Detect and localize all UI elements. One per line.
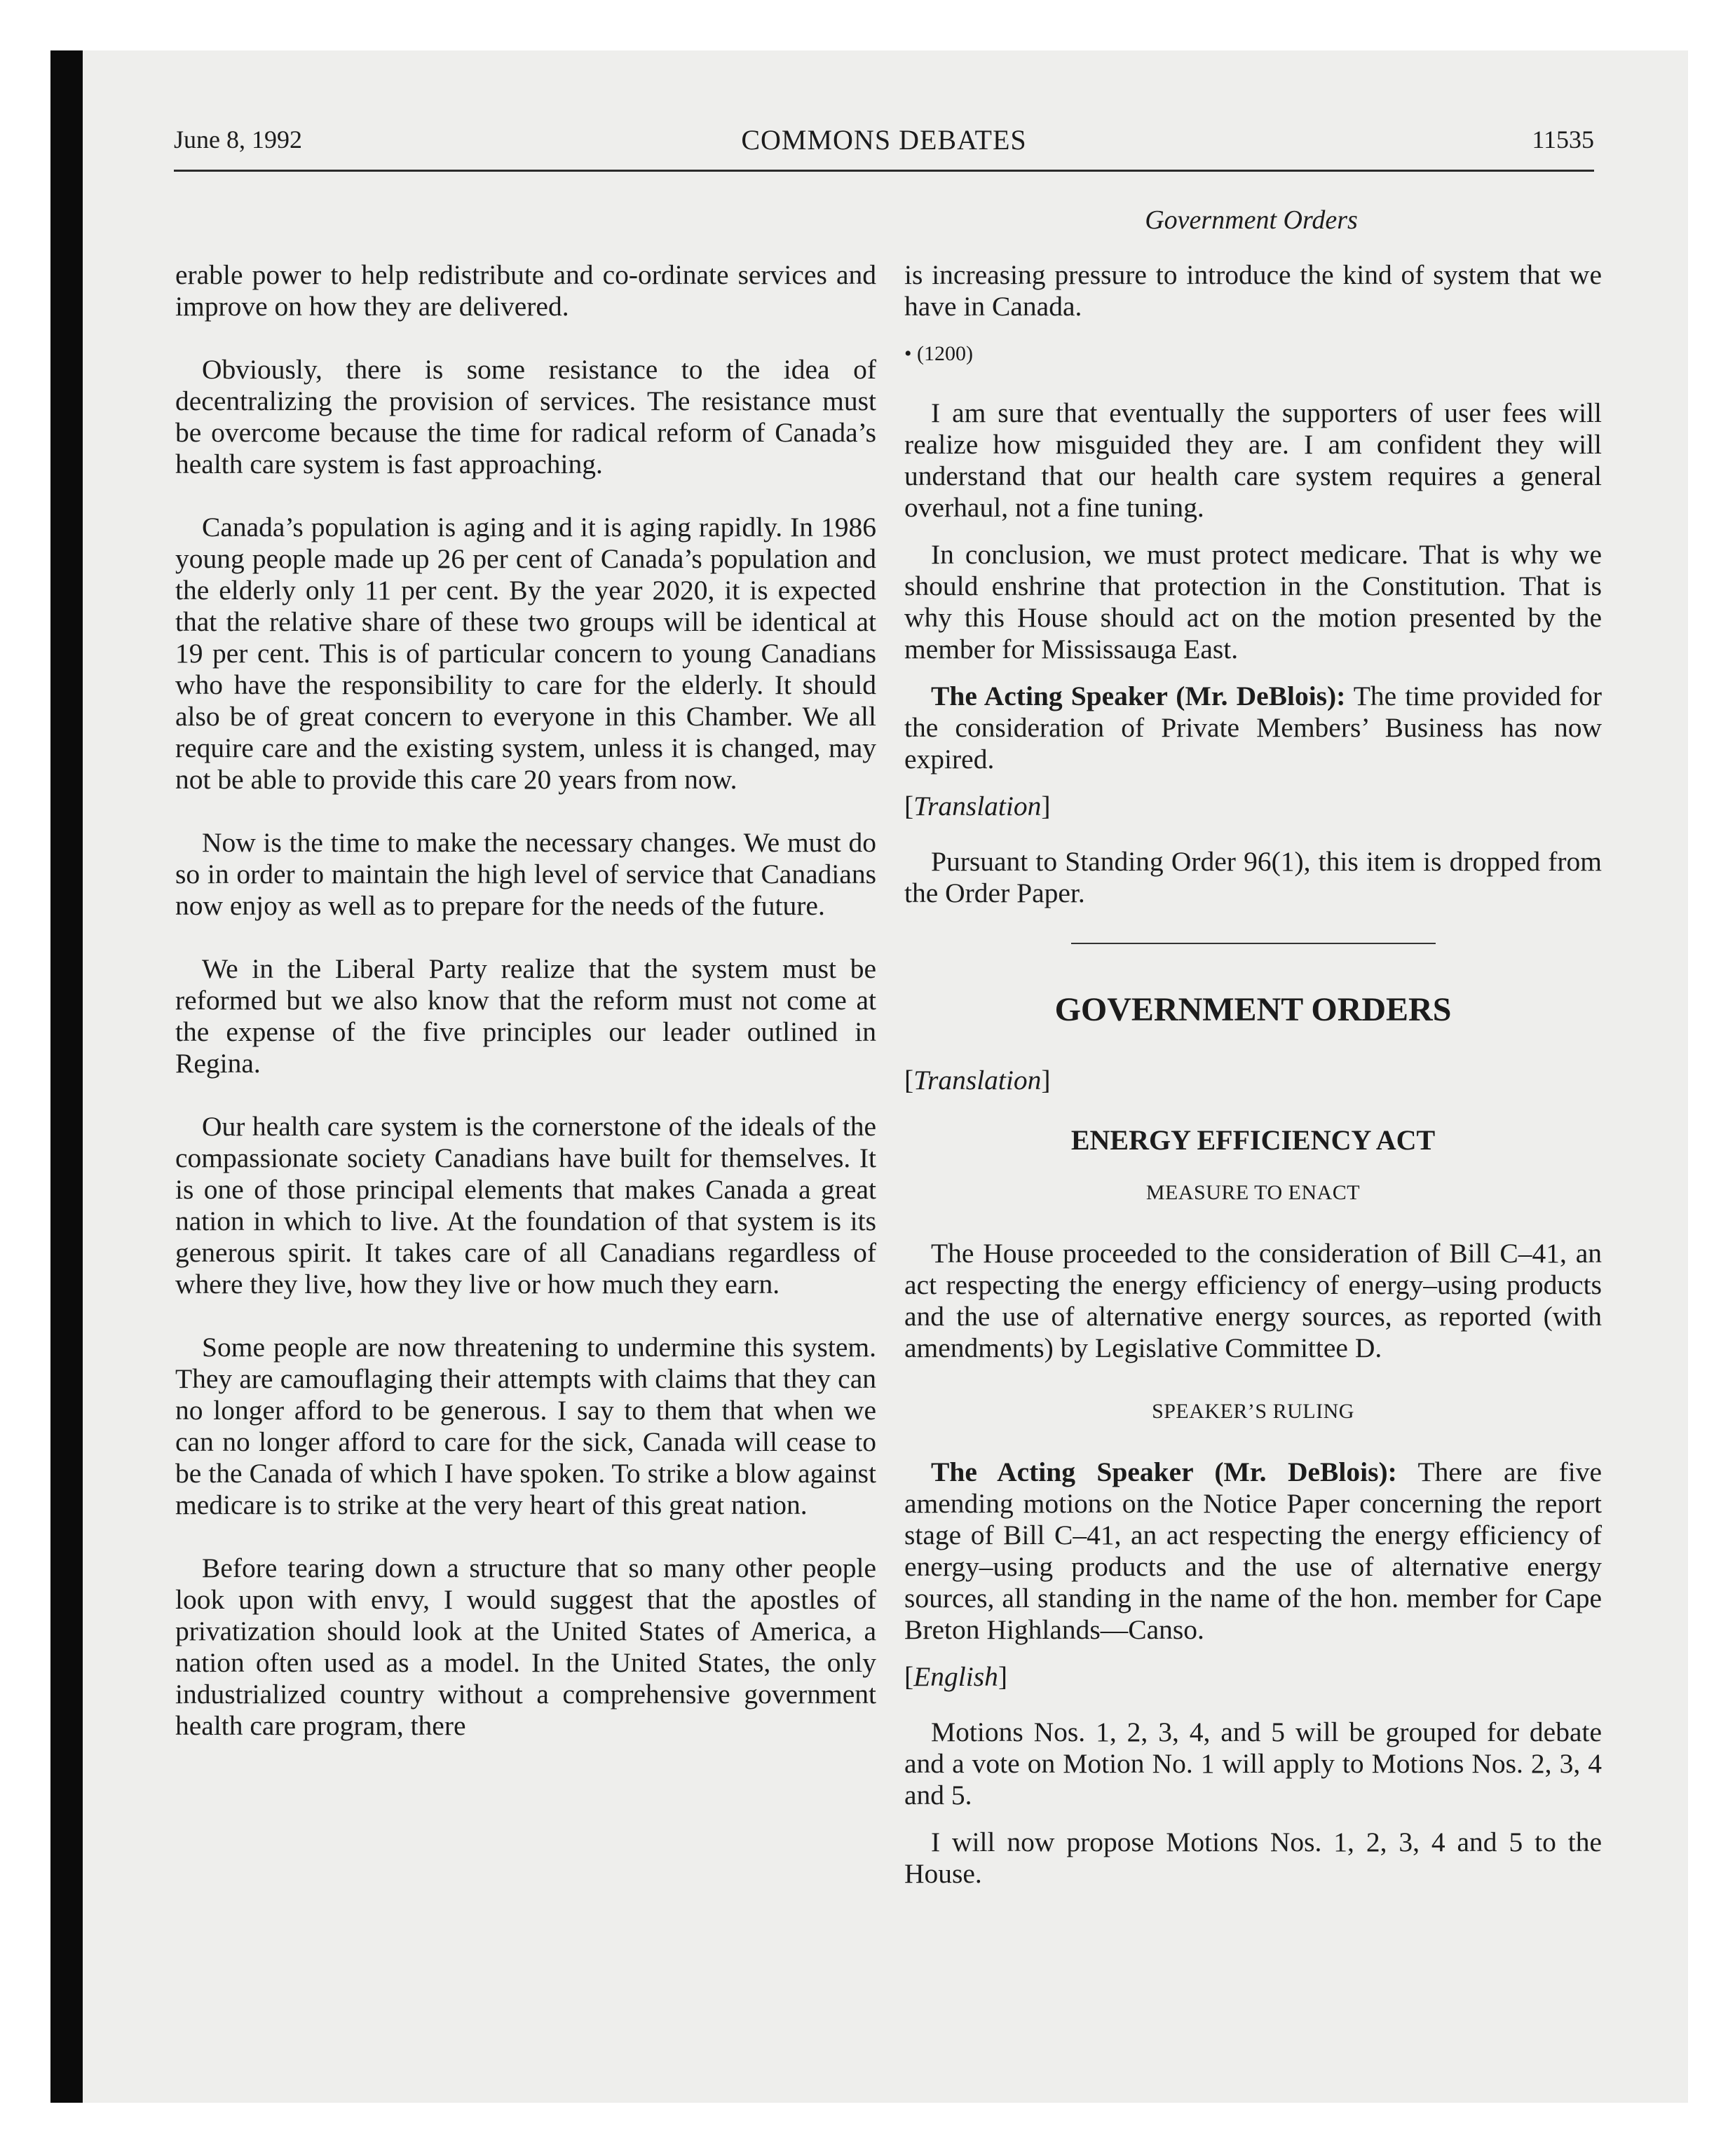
right-column [904,259,1602,1905]
government-orders-heading: GOVERNMENT ORDERS [1054,991,1452,1028]
paragraph: Our health care system is the cornerstone of the ideals of the compassionate society Canadians have built for themselves. It is one of those principal elements that makes Canada a great nation in which to live. At the foundation of that system is its generous spirit. It takes care of all Canadians regardless of where they live, how they live or how much they earn. [175,1111,876,1299]
section-divider [1071,943,1436,944]
translation-tag-text: Translation [913,791,1042,821]
paragraph: In conclusion, we must protect medicare. That is why we should enshrine that protection in the Constitution. That is why this House should act on the motion presented by the member for Mississauga East. [904,539,1602,664]
section-label: Government Orders [1145,205,1358,235]
binding-edge [50,50,83,2103]
paragraph: erable power to help redistribute and co-ordinate services and improve on how they are delivered. [175,259,876,322]
paragraph: is increasing pressure to introduce the kind of system that we have in Canada. [904,259,1602,322]
page-number: 11535 [1532,125,1594,153]
paragraph: Pursuant to Standing Order 96(1), this item is dropped from the Order Paper. [904,846,1602,908]
translation-tag: [Translation] [904,1065,1051,1096]
header-date: June 8, 1992 [174,125,302,153]
speaker-name: The Acting Speaker (Mr. DeBlois): [931,1456,1397,1487]
translation-tag-text: Translation [913,1065,1042,1096]
ruling-label: SPEAKER’S RULING [1152,1400,1354,1423]
english-tag-text: English [913,1661,998,1692]
paragraph: I will now propose Motions Nos. 1, 2, 3, 4 and 5 to the House. [904,1827,1602,1889]
translation-tag: [Translation] [904,791,1051,821]
header-title: COMMONS DEBATES [741,124,1027,156]
paragraph: Obviously, there is some resistance to the idea of decentralizing the provision of services. The resistance must be overcome because the time for radical reform of Canada’s health care system is fast approaching. [175,354,876,479]
act-title: ENERGY EFFICIENCY ACT [1070,1124,1436,1156]
paragraph: Canada’s population is aging and it is aging rapidly. In 1986 young people made up 26 per cent of Canada’s population and the elderly only 11 per cent. By the year 2020, it is expected that the relative share of these two groups will be identical at 19 per cent. This is of particular concern to young Canadians who have the responsibility to care for the elderly. It should also be of great concern to everyone in this Chamber. We all require care and the existing system, unless it is changed, may not be able to provide this care 20 years from now. [175,512,876,795]
paragraph: Now is the time to make the necessary changes. We must do so in order to maintain the high level of service that Canadians now enjoy as well as to prepare for the needs of the future. [175,827,876,921]
paragraph: Some people are now threatening to undermine this system. They are camouflaging their attempts with claims that they can no longer afford to be generous. I say to them that when we can no longer afford to care for the sick, Canada will cease to be the Canada of which I have spoken. To strike a blow against medicare is to strike at the very heart of this great nation. [175,1332,876,1520]
speaker-statement [904,1456,1602,1646]
paragraph: We in the Liberal Party realize that the system must be reformed but we also know that the reform must not come at the expense of the five principles our leader outlined in Regina. [175,953,876,1079]
paragraph: I am sure that eventually the supporters of user fees will realize how misguided they are. I am confident they will understand that our health care system requires a general overhaul, not a fine tuning. [904,397,1602,523]
english-tag: [English] [904,1661,1008,1692]
speaker-text: The time provided for the consideration of Private Members’ Business has now expired. [904,681,1603,775]
paragraph: Motions Nos. 1, 2, 3, 4, and 5 will be grouped for debate and a vote on Motion No. 1 will apply to Motions Nos. 2, 3, 4 and 5. [904,1717,1602,1810]
speaker-statement [904,681,1602,775]
time-marker: • (1200) [904,342,973,365]
left-column [175,259,876,1773]
measure-label: MEASURE TO ENACT [1145,1181,1361,1204]
paragraph: The House proceeded to the consideration of Bill C–41, an act respecting the energy efficiency of energy–using products and the use of alternative energy sources, as reported (with amendments) by Legislative Committee D. [904,1238,1602,1363]
page-header [174,125,1594,172]
paragraph: Before tearing down a structure that so many other people look upon with envy, I would suggest that the apostles of privatization should look at the United States of America, a nation often used as a model. In the United States, the only industrialized country without a comprehensive government health care program, there [175,1553,876,1741]
speaker-name: The Acting Speaker (Mr. DeBlois): [931,681,1346,711]
speaker-text: There are five amending motions on the Notice Paper concerning the report stage of Bill C–41, an act respecting the energy efficiency of energy–using products and the use of alternative energy sources, all standing in the name of the hon. member for Cape Breton Highlands—Canso. [904,1456,1602,1645]
